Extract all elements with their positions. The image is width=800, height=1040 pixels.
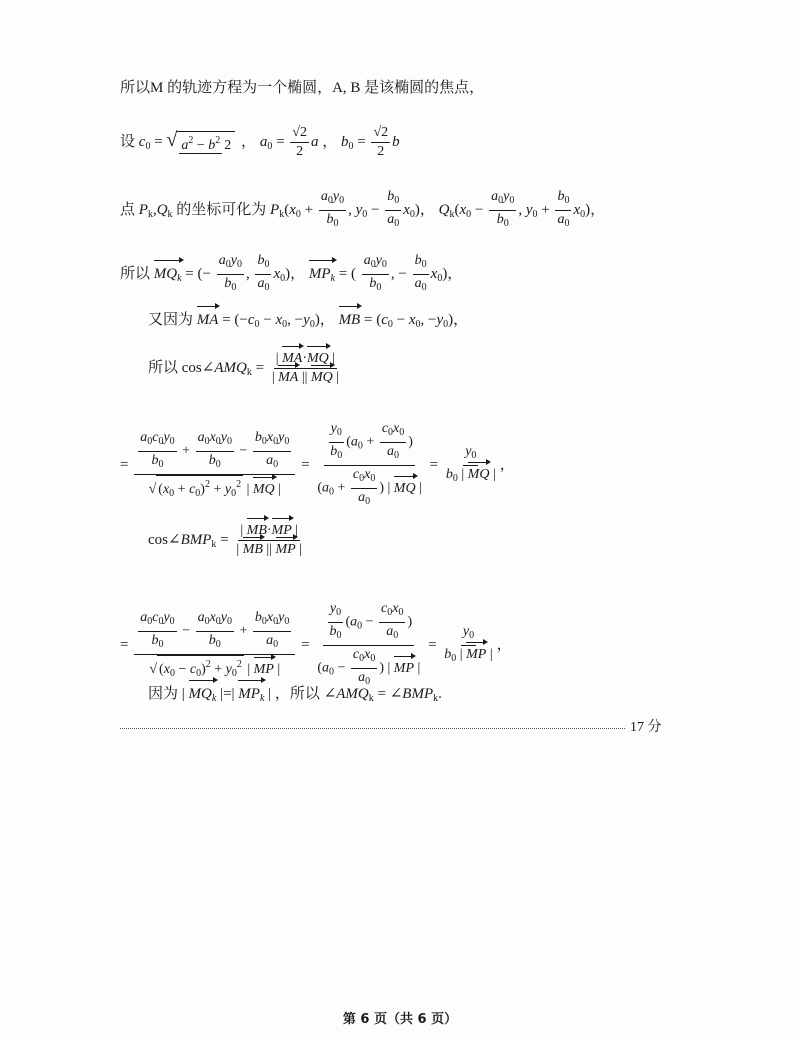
equation-cos-bmp: $\cos\angle BMP_k$ = $\frac{| MB\cdot MP |}{| MB || MP |}$ (148, 523, 303, 557)
equation-derivation-1: = $\frac{a_0c_0y_0}{b_0}$ + $\frac{a_0x_0y_0}{b_0}$ − $\frac{b_0x_0y_0}{a_0}$ √ $(x_0 + c_0)^2 + y_0^2$ | MQ | = $\frac{y_0}{b_0}$ ($a_0$ + $\frac{c_0x_0}{a_0}$ ) ($a_0$ + $\frac{c_0x_0}{a_0}$ ) | MQ | = $\frac{y_0}{b_0 | MQ |}$ ， (120, 421, 515, 507)
prefix-yinwei: 因为 (148, 686, 179, 702)
prefix-suoyi: 所以 (120, 265, 151, 282)
equation-c0-a0-b0: 设 $c_0$ = √ $a^2 - b^2$ 2 ， $a_0$ = $\frac{√2}{2}$ a ， $b_0$ = $\frac{√2}{2}$ b (120, 125, 400, 159)
equation-conclusion: 因为 | $MQ_k$ |=| $MP_k$ | ，所以 $\angle AMQ_k$ = $\angle BMP_k$. (148, 684, 442, 709)
prefix-she: 设 (120, 133, 136, 150)
text-line-ellipse (120, 78, 484, 98)
page-footer: 第 6 页（共 6 页） (342, 1012, 458, 1027)
equation-derivation-2: = $\frac{a_0c_0y_0}{b_0}$ − $\frac{a_0x_0y_0}{b_0}$ + $\frac{b_0x_0y_0}{a_0}$ √ $(x_0 - c_0)^2 + y_0^2$ | MP | = $\frac{y_0}{b_0}$ ($a_0$ − $\frac{c_0x_0}{a_0}$ ) ($a_0$ − $\frac{c_0x_0}{a_0}$ ) | MP | = $\frac{y_0}{b_0 | MP |}$ ， (120, 601, 512, 687)
prefix-suoyi-2: 所以 (148, 359, 179, 376)
equation-pk-qk: 点 $P_k,Q_k$ 的坐标可化为 $P_k(x_0$ + $\frac{a_0y_0}{b_0}$ , $y_0$ − $\frac{b_0}{a_0}$ $x_0$)， $Q_k(x_0$ − $\frac{a_0y_0}{b_0}$ , $y_0$ + $\frac{b_0}{a_0}$ $x_0$)， (120, 189, 606, 229)
equation-vectors-ma-mb: 又因为 MA = ($-c_0 - x_0$, $-y_0$)， MB = ($c_0 - x_0$, $-y_0$)， (148, 312, 469, 330)
text-suoyi: ，所以 (274, 686, 320, 702)
prefix-dian: 点 (120, 201, 136, 218)
equation-vectors-mq-mp: 所以 $MQ_k$ = (− $\frac{a_0y_0}{b_0}$ , $\frac{b_0}{a_0}$ $x_0$)， $MP_k$ = ( $\frac{a_0y_0}{b_0}$ , − $\frac{b_0}{a_0}$ $x_0$)， (120, 253, 463, 293)
dotted-leader (120, 722, 625, 729)
score-label: 17 分 (630, 720, 662, 735)
prefix-youyinwei: 又因为 (148, 312, 194, 328)
text-coord: 的坐标可化为 (176, 201, 267, 218)
equation-cos-amq: 所以 $\cos\angle AMQ_k$ = $\frac{| MA\cdot MQ |}{| MA || MQ |}$ (148, 351, 340, 385)
sentence-ellipse: 所以M 的轨迹方程为一个椭圆，A, B 是该椭圆的焦点， (120, 80, 485, 96)
